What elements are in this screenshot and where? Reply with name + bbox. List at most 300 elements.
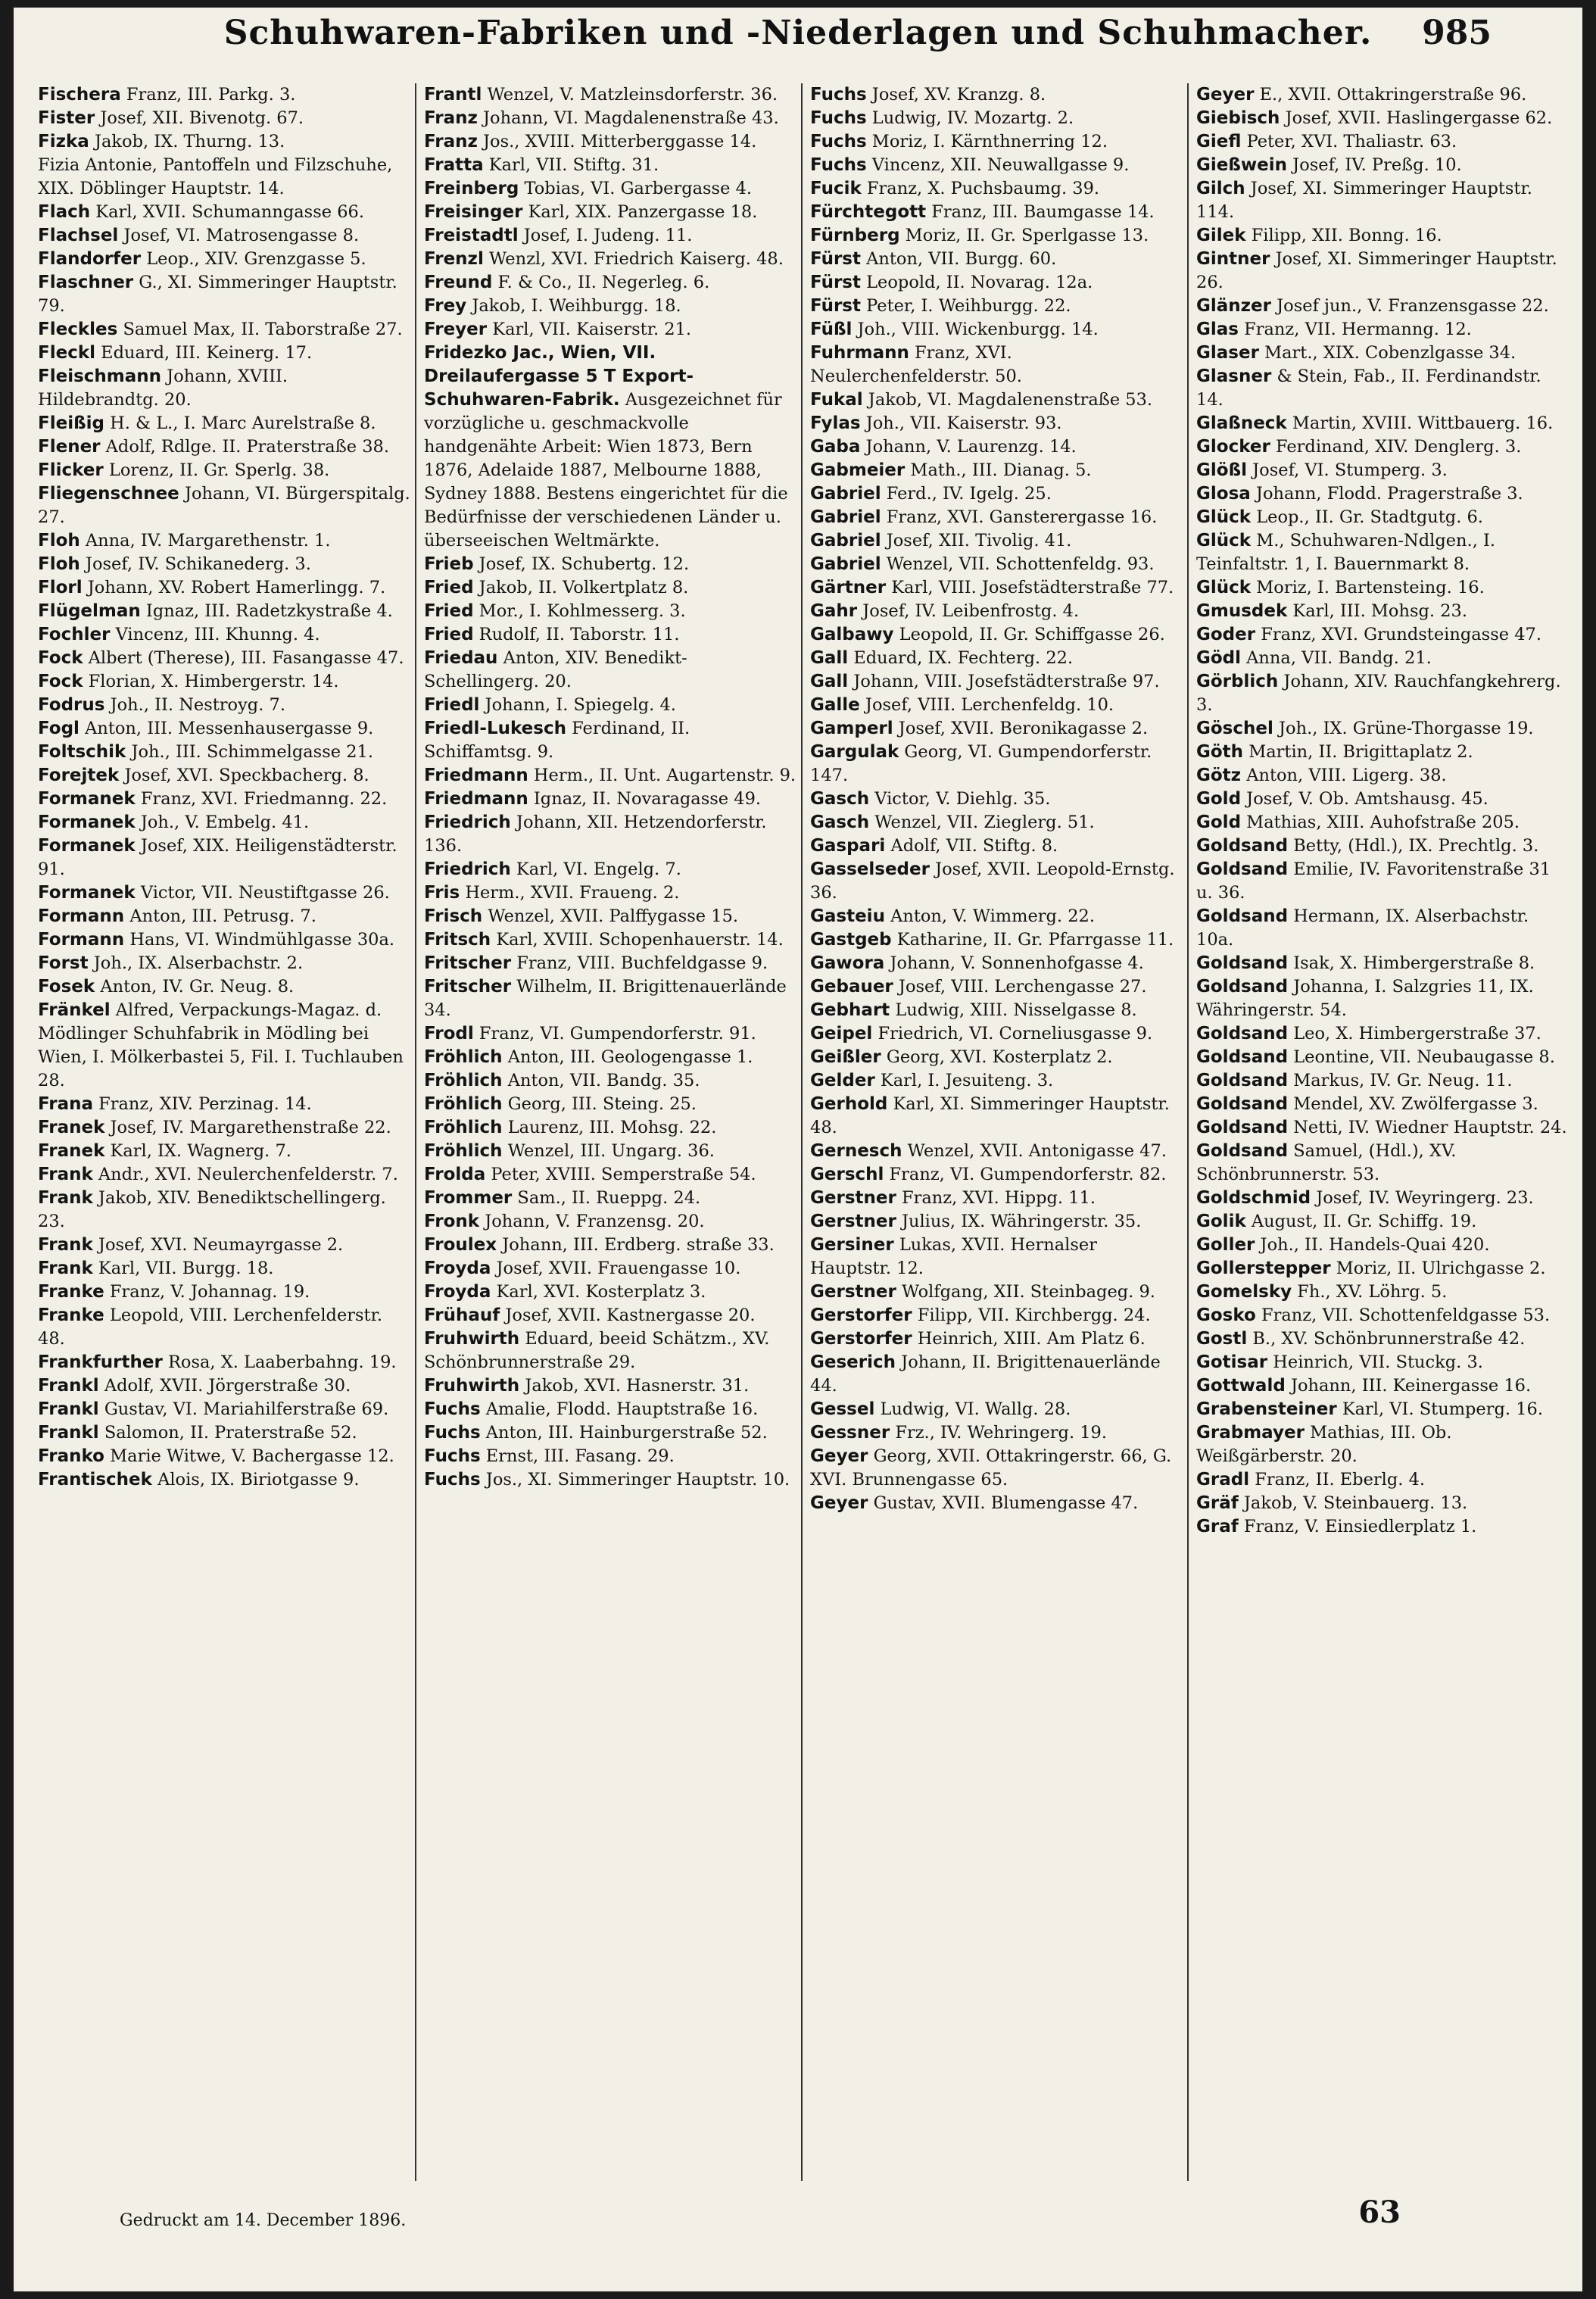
- entry-name: Gawora: [810, 953, 885, 973]
- entry-name: Frieb: [424, 554, 474, 574]
- entry-name: Goldsand: [1196, 1094, 1289, 1114]
- directory-entry: [810, 694, 1183, 717]
- entry-name: Gasch: [810, 813, 870, 832]
- entry-name: Fried: [424, 578, 474, 597]
- directory-entry: [424, 271, 796, 295]
- directory-entry: [38, 107, 410, 130]
- entry-name: Gerstner: [810, 1188, 896, 1208]
- entry-details: Fh., XV. Löhrg. 5.: [1292, 1282, 1448, 1302]
- entry-details: Florian, X. Himbergerstr. 14.: [83, 672, 339, 691]
- entry-details: Georg, VI. Gumpendorferstr. 147.: [810, 742, 1152, 785]
- directory-entry: [1196, 717, 1570, 741]
- directory-entry: [810, 1281, 1183, 1304]
- entry-name: Görblich: [1196, 672, 1279, 691]
- entry-name: Fukal: [810, 390, 863, 410]
- entry-name: Freinberg: [424, 179, 519, 198]
- directory-entry: [810, 928, 1183, 952]
- entry-name: Gostl: [1196, 1329, 1248, 1349]
- entry-details: Hans, VI. Windmühlgasse 30a.: [124, 930, 395, 950]
- entry-details: Joh., V. Embelg. 41.: [135, 813, 310, 832]
- entry-name: Gollerstepper: [1196, 1259, 1331, 1278]
- entry-details: Johann, I. Spiegelg. 4.: [479, 695, 676, 715]
- directory-entry: [1196, 811, 1570, 834]
- directory-entry: [38, 647, 410, 670]
- entry-name: Fuchs: [424, 1399, 481, 1419]
- entry-name: Grabmayer: [1196, 1423, 1305, 1443]
- directory-entry: [38, 694, 410, 717]
- entry-name: Fried: [424, 601, 474, 621]
- entry-name: Fock: [38, 672, 83, 691]
- print-date-note: Gedruckt am 14. December 1896.: [120, 2211, 407, 2230]
- directory-entry: [38, 834, 410, 881]
- directory-entry: [38, 1468, 410, 1492]
- entry-details: Math., III. Dianag. 5.: [905, 460, 1092, 480]
- directory-entry: [1196, 788, 1570, 811]
- entry-details: Josef, V. Ob. Amtshausg. 45.: [1241, 789, 1488, 809]
- entry-name: Gold: [1196, 813, 1242, 832]
- entry-details: Franz, VII. Schottenfeldgasse 53.: [1255, 1305, 1551, 1325]
- entry-name: Galbawy: [810, 625, 894, 644]
- entry-details: Josef jun., V. Franzensgasse 22.: [1271, 296, 1549, 316]
- directory-entry: [424, 811, 796, 858]
- entry-name: Gasselseder: [810, 859, 930, 879]
- entry-details: Franz, XVI. Gansterergasse 16.: [881, 507, 1158, 527]
- entry-details: Georg, XVI. Kosterplatz 2.: [881, 1047, 1113, 1067]
- directory-entry: [424, 1468, 796, 1492]
- entry-details: Filipp, XII. Bonng. 16.: [1245, 226, 1442, 245]
- entry-details: Ernst, III. Fasang. 29.: [480, 1446, 675, 1466]
- directory-entry: [38, 1093, 410, 1116]
- directory-entry: [424, 1398, 796, 1421]
- directory-entry: [38, 1421, 410, 1445]
- directory-entry: [424, 1210, 796, 1234]
- entry-details: Sam., II. Rueppg. 24.: [512, 1188, 701, 1208]
- entry-name: Gärtner: [810, 578, 887, 597]
- entry-name: Friedrich: [424, 813, 511, 832]
- entry-details: Karl, III. Mohsg. 23.: [1287, 601, 1467, 621]
- entry-name: Fried: [424, 625, 474, 644]
- directory-entry: [810, 576, 1183, 600]
- entry-details: Moriz, II. Ulrichgasse 2.: [1330, 1259, 1546, 1278]
- directory-entry: [424, 694, 796, 717]
- entry-name: Frodl: [424, 1024, 474, 1043]
- entry-name: Franz: [424, 132, 478, 151]
- entry-details: Franz, III. Baumgasse 14.: [926, 202, 1155, 222]
- directory-entry: [424, 1140, 796, 1163]
- entry-details: Heinrich, XIII. Am Platz 6.: [912, 1329, 1146, 1349]
- entry-details: Joh., III. Schimmelgasse 21.: [126, 742, 374, 762]
- entry-details: Adolf, VII. Stiftg. 8.: [885, 836, 1058, 856]
- directory-entry: [424, 1421, 796, 1445]
- entry-details: E., XVII. Ottakringerstraße 96.: [1254, 85, 1527, 104]
- entry-name: Fuchs: [810, 155, 867, 175]
- entry-name: Freund: [424, 273, 493, 292]
- entry-details: Joh., II. Handels-Quai 420.: [1255, 1235, 1490, 1255]
- entry-details: Gustav, VI. Mariahilferstraße 69.: [98, 1399, 389, 1419]
- directory-entry: [424, 177, 796, 201]
- entry-details: Anton, IV. Gr. Neug. 8.: [95, 977, 295, 997]
- directory-entry: [424, 1257, 796, 1281]
- entry-name: Fritscher: [424, 977, 512, 997]
- page-footer: [14, 2188, 1582, 2279]
- entry-name: Gersiner: [810, 1235, 894, 1255]
- directory-entry: [38, 1374, 410, 1398]
- entry-name: Gabriel: [810, 554, 881, 574]
- directory-entry: [810, 1046, 1183, 1069]
- entry-details: Herm., II. Unt. Augartenstr. 9.: [528, 766, 796, 785]
- entry-details: Ludwig, XIII. Nisselgasse 8.: [890, 1000, 1137, 1020]
- entry-details: Josef, XVII. Leopold-Ernstg. 36.: [810, 859, 1175, 903]
- directory-entry: [810, 1140, 1183, 1163]
- entry-name: Fratta: [424, 155, 484, 175]
- entry-details: Johann, V. Sonnenhofgasse 4.: [884, 953, 1144, 973]
- entry-name: Franke: [38, 1282, 104, 1302]
- directory-entry: [810, 1210, 1183, 1234]
- entry-details: Mathias, III. Ob. Weißgärberstr. 20.: [1196, 1423, 1452, 1466]
- entry-name: Freisinger: [424, 202, 523, 222]
- entry-name: Fürchtegott: [810, 202, 927, 222]
- directory-entry: [1196, 647, 1570, 670]
- entry-name: Gerstner: [810, 1212, 896, 1231]
- directory-entry: [810, 177, 1183, 201]
- entry-details: Johanna, I. Salzgries 11, IX. Währingerstr. 54.: [1196, 977, 1534, 1020]
- directory-entry: [424, 1234, 796, 1257]
- directory-entry: [810, 224, 1183, 248]
- entry-details: Karl, I. Jesuiteng. 3.: [874, 1071, 1054, 1090]
- directory-entry: [38, 952, 410, 975]
- entry-name: Fröhlich: [424, 1047, 503, 1067]
- entry-details: August, II. Gr. Schiffg. 19.: [1245, 1212, 1477, 1231]
- entry-details: Josef, XVI. Speckbacherg. 8.: [119, 766, 369, 785]
- directory-entry: [38, 1163, 410, 1187]
- entry-details: Franz, V. Einsiedlerplatz 1.: [1238, 1517, 1477, 1536]
- entry-details: Wenzel, III. Ungarg. 36.: [502, 1141, 715, 1161]
- entry-name: Geyer: [810, 1493, 868, 1513]
- entry-details: Johann, XIV. Rauchfangkehrerg. 3.: [1196, 672, 1561, 715]
- directory-entry: [1196, 764, 1570, 788]
- entry-details: Rudolf, II. Taborstr. 11.: [473, 625, 680, 644]
- entry-details: Eduard, IX. Fechterg. 22.: [848, 648, 1074, 668]
- entry-details: Martin, XVIII. Wittbauerg. 16.: [1286, 413, 1554, 433]
- directory-entry: [810, 1492, 1183, 1515]
- entry-details: Karl, VIII. Josefstädterstraße 77.: [886, 578, 1174, 597]
- entry-details: Josef, VI. Stumperg. 3.: [1247, 460, 1448, 480]
- entry-name: Gastgeb: [810, 930, 892, 950]
- entry-name: Flener: [38, 437, 101, 457]
- entry-name: Gamperl: [810, 719, 893, 738]
- entry-name: Formanek: [38, 883, 136, 903]
- directory-entry: [424, 905, 796, 928]
- directory-entry: [38, 741, 410, 764]
- entry-name: Gernesch: [810, 1141, 902, 1161]
- directory-entry: [424, 576, 796, 600]
- directory-entry: [1196, 1281, 1570, 1304]
- entry-name: Goldsand: [1196, 977, 1289, 997]
- entry-details: Karl, VII. Kaiserstr. 21.: [487, 320, 692, 339]
- directory-entry: [38, 1281, 410, 1304]
- directory-entry: [38, 576, 410, 600]
- entry-name: Gahr: [810, 601, 858, 621]
- entry-details: Ignaz, II. Novaragasse 49.: [528, 789, 762, 809]
- entry-details: Vincenz, III. Khunng. 4.: [110, 625, 320, 644]
- entry-details: Franz, VIII. Buchfeldgasse 9.: [511, 953, 768, 973]
- entry-name: Gabriel: [810, 484, 881, 504]
- entry-details: Anton, VIII. Ligerg. 38.: [1241, 766, 1447, 785]
- entry-details: Jakob, I. Weihburgg. 18.: [466, 296, 681, 316]
- directory-entry: [810, 1093, 1183, 1140]
- entry-details: Herm., XVII. Fraueng. 2.: [460, 883, 680, 903]
- directory-entry: [1196, 482, 1570, 506]
- entry-details: Ausgezeichnet für vorzügliche u. geschmackvolle handgenähte Arbeit: Wien 1873, Bern 1876, Adelaide 1887, Melbourne 1888, Sydney 1888. Bestens eingerichtet für die Bedürfnisse der verschiedenen Länder u. überseeischen Weltmärkte.: [424, 390, 788, 551]
- directory-entry: [38, 529, 410, 553]
- entry-details: Frz., IV. Wehringerg. 19.: [890, 1423, 1108, 1443]
- entry-details: & Stein, Fab., II. Ferdinandstr. 14.: [1196, 367, 1541, 410]
- entry-details: Anton, VII. Bandg. 35.: [502, 1071, 700, 1090]
- directory-entry: [810, 1234, 1183, 1281]
- entry-name: Frank: [38, 1188, 93, 1208]
- entry-details: Fizia Antonie, Pantoffeln und Filzschuhe, XIX. Döblinger Hauptstr. 14.: [38, 155, 393, 198]
- entry-name: Götz: [1196, 766, 1242, 785]
- entry-name: Gottwald: [1196, 1376, 1286, 1396]
- entry-name: Friedmann: [424, 789, 528, 809]
- directory-entry: [810, 1421, 1183, 1445]
- entry-name: Gödl: [1196, 648, 1242, 668]
- entry-details: Jakob, V. Steinbauerg. 13.: [1238, 1493, 1468, 1513]
- entry-details: Filipp, VII. Kirchbergg. 24.: [912, 1305, 1151, 1325]
- entry-name: Gerhold: [810, 1094, 888, 1114]
- entry-name: Goldsand: [1196, 836, 1289, 856]
- entry-details: Ludwig, VI. Wallg. 28.: [874, 1399, 1071, 1419]
- directory-entry: [810, 670, 1183, 694]
- entry-name: Foltschik: [38, 742, 126, 762]
- directory-entry: [38, 717, 410, 741]
- entry-details: Ignaz, III. Radetzkystraße 4.: [140, 601, 393, 621]
- directory-entry: [38, 342, 410, 365]
- entry-name: Forst: [38, 953, 89, 973]
- column-3: [803, 83, 1189, 2181]
- entry-name: Fuchs: [810, 132, 867, 151]
- directory-entry: [1196, 1046, 1570, 1069]
- directory-entry: [1196, 1234, 1570, 1257]
- entry-details: Josef, VIII. Lerchenfeldg. 10.: [859, 695, 1114, 715]
- entry-details: Johann, VI. Bürgerspitalg. 27.: [38, 484, 410, 527]
- entry-name: Goldsand: [1196, 906, 1289, 926]
- entry-details: M., Schuhwaren-Ndlgen., I. Teinfaltstr. 1, I. Bauernmarkt 8.: [1196, 531, 1496, 574]
- directory-entry: [424, 342, 796, 553]
- entry-name: Goldsand: [1196, 1024, 1289, 1043]
- entry-name: Graf: [1196, 1517, 1239, 1536]
- directory-entry: [38, 412, 410, 435]
- entry-name: Gerschl: [810, 1165, 884, 1184]
- entry-name: Göschel: [1196, 719, 1273, 738]
- entry-details: Victor, VII. Neustiftgasse 26.: [135, 883, 390, 903]
- directory-entry: [810, 295, 1183, 318]
- directory-entry: [424, 1445, 796, 1468]
- entry-name: Giebisch: [1196, 108, 1280, 128]
- entry-details: Albert (Therese), III. Fasangasse 47.: [83, 648, 404, 668]
- entry-details: Josef, IV. Schikanederg. 3.: [79, 554, 311, 574]
- entry-name: Frankl: [38, 1376, 99, 1396]
- directory-entry: [424, 1327, 796, 1374]
- directory-entry: [810, 1163, 1183, 1187]
- entry-name: Gerstner: [810, 1282, 896, 1302]
- directory-entry: [424, 130, 796, 154]
- directory-entry: [810, 83, 1183, 107]
- directory-entry: [1196, 741, 1570, 764]
- entry-details: Samuel, (Hdl.), XV. Schönbrunnerstr. 53.: [1196, 1141, 1457, 1184]
- entry-details: Josef, IV. Leibenfrostg. 4.: [857, 601, 1080, 621]
- entry-details: Ferdinand, XIV. Denglerg. 3.: [1270, 437, 1522, 457]
- entry-name: Gerstorfer: [810, 1329, 912, 1349]
- entry-details: Franz, VI. Gumpendorferstr. 82.: [884, 1165, 1167, 1184]
- directory-entry: [424, 881, 796, 905]
- entry-details: Leontine, VII. Neubaugasse 8.: [1288, 1047, 1555, 1067]
- entry-name: Gabmeier: [810, 460, 906, 480]
- directory-entry: [38, 224, 410, 248]
- entry-name: Frana: [38, 1094, 93, 1114]
- directory-entry: [38, 201, 410, 224]
- entry-name: Glück: [1196, 507, 1252, 527]
- entry-name: Fridezko Jac., Wien, VII. Dreilaufergasse 5 T Export-Schuhwaren-Fabrik.: [424, 343, 694, 410]
- directory-entry: [1196, 435, 1570, 459]
- entry-details: Emilie, IV. Favoritenstraße 31 u. 36.: [1196, 859, 1551, 903]
- directory-entry: [38, 623, 410, 647]
- entry-name: Geyer: [810, 1446, 868, 1466]
- directory-entry: [424, 1281, 796, 1304]
- entry-name: Franke: [38, 1305, 104, 1325]
- entry-name: Glänzer: [1196, 296, 1271, 316]
- entry-details: Wenzl, XVI. Friedrich Kaiserg. 48.: [483, 249, 784, 269]
- directory-entry: [424, 1116, 796, 1140]
- entry-name: Formanek: [38, 789, 136, 809]
- entry-details: Jakob, IX. Thurng. 13.: [89, 132, 285, 151]
- directory-entry: [1196, 83, 1570, 107]
- directory-entry: [810, 388, 1183, 412]
- entry-name: Gasch: [810, 789, 870, 809]
- directory-entry: [810, 999, 1183, 1022]
- entry-name: Fröhlich: [424, 1071, 503, 1090]
- directory-entry: [38, 1398, 410, 1421]
- directory-entry: [810, 1327, 1183, 1351]
- directory-entry: [38, 670, 410, 694]
- directory-entry: [424, 295, 796, 318]
- entry-details: Franz, VI. Gumpendorferstr. 91.: [473, 1024, 756, 1043]
- entry-name: Frantl: [424, 85, 482, 104]
- entry-details: Lukas, XVII. Hernalser Hauptstr. 12.: [810, 1235, 1097, 1278]
- directory-entry: [1196, 975, 1570, 1022]
- directory-entry: [810, 741, 1183, 788]
- entry-name: Gilek: [1196, 226, 1246, 245]
- directory-entry: [38, 788, 410, 811]
- directory-entry: [1196, 459, 1570, 482]
- entry-name: Geipel: [810, 1024, 873, 1043]
- entry-details: Josef, IV. Preßg. 10.: [1287, 155, 1462, 175]
- entry-details: H. & L., I. Marc Aurelstraße 8.: [104, 413, 376, 433]
- entry-name: Frankfurther: [38, 1352, 163, 1372]
- directory-entry: [1196, 506, 1570, 529]
- entry-details: Jos., XVIII. Mitterberggasse 14.: [477, 132, 757, 151]
- entry-details: Victor, V. Diehlg. 35.: [869, 789, 1051, 809]
- entry-details: Moriz, II. Gr. Sperlgasse 13.: [899, 226, 1149, 245]
- entry-name: Franz: [424, 108, 478, 128]
- entry-details: Karl, VI. Stumperg. 16.: [1336, 1399, 1543, 1419]
- directory-entry: [38, 154, 410, 201]
- entry-details: Peter, XVI. Thaliastr. 63.: [1241, 132, 1457, 151]
- entry-name: Goldsand: [1196, 1118, 1289, 1137]
- page-header: [14, 8, 1582, 91]
- entry-details: Marie Witwe, V. Bachergasse 12.: [104, 1446, 394, 1466]
- directory-entry: [810, 271, 1183, 295]
- entry-details: Karl, IX. Wagnerg. 7.: [104, 1141, 291, 1161]
- entry-name: Golik: [1196, 1212, 1246, 1231]
- entry-name: Franko: [38, 1446, 104, 1466]
- entry-name: Fylas: [810, 413, 861, 433]
- directory-entry: [38, 318, 410, 342]
- directory-entry: [38, 435, 410, 459]
- entry-name: Grabensteiner: [1196, 1399, 1337, 1419]
- entry-name: Floh: [38, 531, 80, 551]
- entry-details: Martin, II. Brigittaplatz 2.: [1243, 742, 1473, 762]
- entry-name: Goldsand: [1196, 1047, 1289, 1067]
- entry-name: Fischera: [38, 85, 121, 104]
- entry-name: Fizka: [38, 132, 89, 151]
- entry-details: Franz, X. Puchsbaumg. 39.: [861, 179, 1100, 198]
- directory-entry: [810, 811, 1183, 834]
- directory-entry: [810, 318, 1183, 342]
- directory-entry: [810, 342, 1183, 388]
- entry-details: Adolf, Rdlge. II. Praterstraße 38.: [100, 437, 389, 457]
- entry-name: Fleckl: [38, 343, 96, 363]
- directory-entry: [38, 130, 410, 154]
- directory-entry: [810, 905, 1183, 928]
- entry-details: Josef, XI. Simmeringer Hauptstr. 26.: [1196, 249, 1557, 292]
- entry-name: Goder: [1196, 625, 1256, 644]
- directory-entry: [810, 553, 1183, 576]
- entry-details: Johann, VIII. Josefstädterstraße 97.: [848, 672, 1160, 691]
- directory-entry: [424, 975, 796, 1022]
- entry-name: Goldsand: [1196, 859, 1289, 879]
- entry-name: Fucik: [810, 179, 862, 198]
- entry-details: Rosa, X. Laaberbahng. 19.: [162, 1352, 397, 1372]
- entry-details: Franz, XVI. Grundsteingasse 47.: [1255, 625, 1542, 644]
- directory-entry: [38, 905, 410, 928]
- entry-details: Ludwig, IV. Mozartg. 2.: [866, 108, 1074, 128]
- directory-entry: [38, 1140, 410, 1163]
- directory-entry: [1196, 154, 1570, 177]
- directory-entry: [1196, 1374, 1570, 1398]
- entry-details: Josef, XII. Bivenotg. 67.: [95, 108, 304, 128]
- entry-details: Laurenz, III. Mohsg. 22.: [502, 1118, 717, 1137]
- entry-details: Salomon, II. Praterstraße 52.: [98, 1423, 357, 1443]
- entry-details: Amalie, Flodd. Hauptstraße 16.: [480, 1399, 759, 1419]
- entry-details: Anton, VII. Burgg. 60.: [860, 249, 1057, 269]
- entry-name: Froyda: [424, 1282, 491, 1302]
- entry-name: Goldschmid: [1196, 1188, 1311, 1208]
- directory-entry: [810, 1351, 1183, 1398]
- directory-entry: [1196, 295, 1570, 318]
- entry-details: Anton, XIV. Benedikt-Schellingerg. 20.: [424, 648, 687, 691]
- directory-entry: [1196, 1351, 1570, 1374]
- directory-entry: [424, 858, 796, 881]
- directory-entry: [1196, 834, 1570, 858]
- entry-details: Ferdinand, II. Schiffamtsg. 9.: [424, 719, 690, 762]
- entry-name: Gessner: [810, 1423, 890, 1443]
- directory-entry: [424, 248, 796, 271]
- directory-entry: [1196, 342, 1570, 365]
- directory-entry: [424, 201, 796, 224]
- directory-entry: [38, 482, 410, 529]
- entry-details: Joh., II. Nestroyg. 7.: [104, 695, 285, 715]
